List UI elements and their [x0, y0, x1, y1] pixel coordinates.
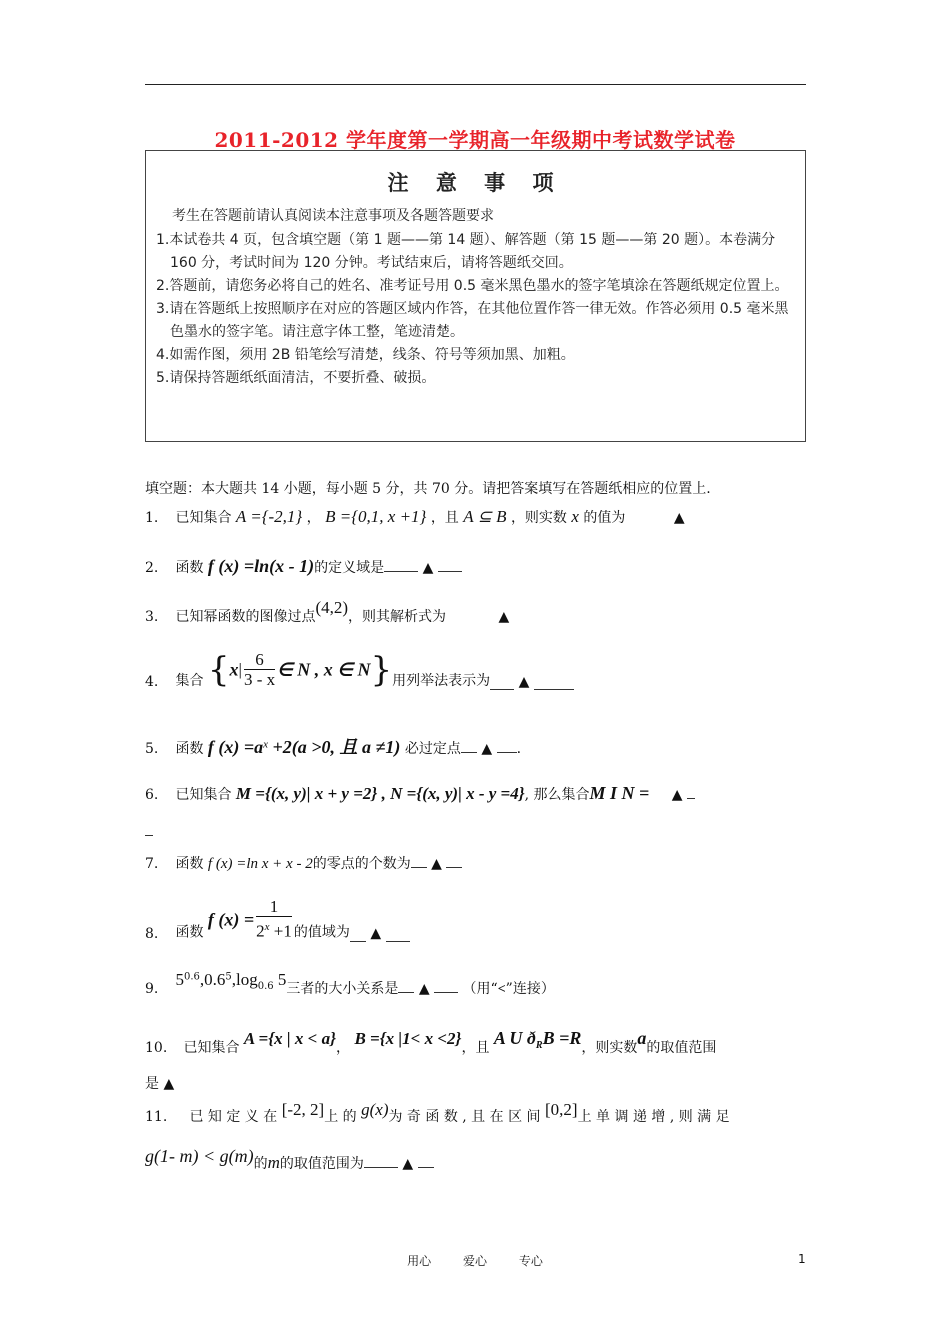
footer-word: 专心	[518, 1254, 543, 1268]
question-text: 已知集合	[183, 1040, 240, 1056]
math-expr: [0,2]	[545, 1100, 578, 1119]
math-superscript: x	[264, 921, 270, 933]
notice-heading: 注 意 事 项	[387, 170, 564, 195]
exam-title: 2011-2012 学年度第一学期高一年级期中考试数学试卷	[214, 128, 736, 152]
question-number: 1.	[145, 510, 159, 526]
fraction-denominator	[256, 917, 292, 942]
answer-marker: ▲	[163, 1076, 175, 1092]
notice-box	[145, 150, 806, 442]
math-expr: g(1- m) < g(m)	[145, 1146, 254, 1166]
question-text: ，则实数	[581, 1040, 638, 1056]
header-rule	[145, 84, 806, 85]
question-6	[145, 783, 695, 804]
math-fraction	[256, 898, 292, 942]
question-text: 已知集合	[175, 787, 232, 803]
math-expr: M ={(x, y)| x + y =2} , N ={(x, y)| x - y =4}	[235, 784, 525, 803]
question-number: 2.	[145, 560, 159, 576]
answer-blank	[497, 740, 517, 753]
answer-blank	[384, 559, 418, 572]
answer-marker: ▲	[418, 981, 430, 997]
question-text: 用列举法表示为	[392, 673, 491, 689]
answer-blank	[534, 677, 574, 690]
math-expr: f (x) =ln x + x - 2	[207, 856, 313, 872]
question-text: 的零点的个数为	[312, 856, 411, 872]
math-superscript: x	[263, 738, 269, 751]
answer-blank	[386, 929, 410, 942]
question-text: ，	[306, 510, 321, 526]
question-number: 9.	[145, 981, 159, 997]
question-text: 函数	[175, 560, 204, 576]
math-superscript: 0.6	[183, 971, 200, 983]
footer-word: 用心	[407, 1254, 432, 1268]
math-expr: (4,2)	[315, 598, 349, 617]
question-text: 为 奇 函 数 , 且 在 区 间	[388, 1109, 541, 1125]
math-expr: ,0.6	[199, 970, 226, 989]
math-expr: f (x) =	[207, 909, 255, 930]
question-text: ，且	[461, 1040, 490, 1056]
notice-item: 1.本试卷共 4 页，包含填空题（第 1 题——第 14 题）、解答题（第 15 题——第 20 题）。本卷满分 160 分，考试时间为 120 分钟。考试结束后，请将答题纸交回。	[156, 232, 776, 271]
question-text: 的值为	[583, 510, 626, 526]
answer-blank	[490, 677, 514, 690]
question-6-continuation	[145, 823, 153, 840]
math-expr	[493, 1028, 582, 1051]
answer-blank	[446, 855, 462, 868]
math-expr: 5	[175, 970, 184, 989]
question-text: 的	[253, 1156, 268, 1172]
math-expr: B =R	[542, 1028, 582, 1048]
question-number: 11.	[145, 1109, 168, 1125]
question-text: .	[516, 741, 522, 757]
math-expr: 2	[256, 921, 265, 941]
notice-item: 5.请保持答题纸纸面清洁，不要折叠、破损。	[156, 370, 436, 386]
question-10	[145, 1028, 717, 1059]
math-expr: B ={0,1, x +1}	[325, 507, 427, 526]
question-number: 4.	[145, 674, 159, 690]
math-expr: m	[267, 1153, 280, 1172]
answer-marker: ▲	[402, 1156, 414, 1172]
question-text: ，则其解析式为	[348, 609, 447, 625]
math-expr: f (x) =ln(x - 1)	[207, 556, 315, 576]
math-expr: +1	[269, 921, 292, 941]
question-text: 的值域为	[293, 924, 350, 941]
math-subscript: 0.6	[257, 980, 274, 992]
question-text: 函数	[175, 856, 204, 872]
page-footer	[0, 1252, 950, 1269]
question-text: , 那么集合	[524, 787, 590, 803]
question-text: 集合	[175, 673, 204, 689]
math-expr: <	[497, 982, 506, 997]
math-expr: A ={x | x < a}	[243, 1029, 337, 1048]
question-text: 必过定点	[404, 741, 461, 757]
question-9	[145, 970, 555, 1000]
question-text: 函数	[175, 741, 204, 757]
fraction-numerator: 1	[256, 898, 292, 917]
notice-item: 3.请在答题纸上按照顺序在对应的答题区域内作答，在其他位置作答一律无效。作答必须用 0.5 毫米黑色墨水的签字笔。请注意字体工整，笔迹清楚。	[156, 301, 789, 340]
question-text: 的取值范围	[646, 1040, 717, 1056]
question-text: （用“	[462, 981, 498, 997]
question-text: 三者的大小关系是	[286, 981, 399, 997]
answer-blank	[350, 929, 366, 942]
answer-blank	[687, 786, 695, 799]
math-expr	[175, 970, 287, 992]
math-expr: 5	[273, 970, 287, 989]
question-number: 8.	[145, 925, 159, 942]
question-text: ，且	[430, 510, 459, 526]
fraction-denominator: 3 - x	[243, 669, 276, 689]
question-number: 6.	[145, 787, 159, 803]
notice-item: 4.如需作图，须用 2B 铅笔绘写清楚，线条、符号等须加黑、加粗。	[156, 347, 575, 363]
answer-blank	[364, 1155, 398, 1168]
question-3	[145, 598, 510, 626]
footer-word: 爱心	[462, 1254, 487, 1268]
math-expr: A ={-2,1}	[235, 507, 303, 526]
question-text: ”连接）	[505, 981, 555, 997]
answer-blank	[461, 740, 477, 753]
answer-marker: ▲	[498, 609, 510, 625]
math-fraction	[244, 651, 275, 690]
question-text: ，则实数	[510, 510, 567, 526]
math-expr: g(x)	[361, 1100, 389, 1119]
math-brace: {	[207, 650, 230, 690]
question-4: 4. 集合 {x| $\frac{6}{3 - x}$ ∈ N , x ∈ N}用列举法表示为 ▲	[145, 650, 574, 690]
answer-blank	[411, 855, 427, 868]
math-expr: A U ð	[493, 1028, 536, 1048]
math-expr: A ⊆ B	[463, 507, 507, 526]
math-expr: x	[571, 507, 579, 526]
answer-marker: ▲	[673, 510, 685, 526]
question-number: 10.	[145, 1040, 168, 1056]
question-text: 是	[145, 1076, 159, 1092]
math-expr: B ={x |1< x <2}	[354, 1029, 462, 1048]
answer-marker: ▲	[671, 787, 683, 803]
answer-blank	[438, 559, 462, 572]
question-8	[145, 898, 410, 942]
math-subscript: R	[535, 1039, 543, 1051]
question-number: 7.	[145, 856, 159, 872]
answer-marker: ▲	[370, 925, 382, 942]
math-expr: [-2, 2]	[281, 1100, 325, 1119]
answer-blank	[145, 823, 153, 836]
question-text: 已知幂函数的图像过点	[175, 609, 316, 625]
math-expr: ∈ N , x ∈ N	[277, 659, 371, 680]
question-number: 5.	[145, 741, 159, 757]
question-text: 上 的	[324, 1109, 357, 1125]
notice-item: 2.答题前，请您务必将自己的姓名、准考证号用 0.5 毫米黑色墨水的签字笔填涂在答题纸规定位置上。	[156, 278, 789, 294]
question-text: 上 单 调 递 增 , 则 满 足	[577, 1109, 730, 1125]
math-expr: ,log	[231, 970, 258, 989]
math-brace: }	[370, 650, 393, 690]
math-expr: x	[229, 659, 239, 680]
answer-marker: ▲	[481, 741, 493, 757]
math-superscript: 5	[225, 971, 232, 983]
page-number: 1	[798, 1252, 806, 1266]
notice-intro: 考生在答题前请认真阅读本注意事项及各题答题要求	[172, 208, 494, 224]
question-number: 3.	[145, 609, 159, 625]
answer-blank	[418, 1155, 434, 1168]
math-expr: M I N =	[589, 783, 650, 803]
math-expr: a	[637, 1028, 647, 1048]
answer-blank	[398, 980, 414, 993]
question-10-continuation	[145, 1073, 174, 1093]
answer-marker: ▲	[422, 560, 434, 576]
section-intro: 填空题：本大题共 14 小题，每小题 5 分，共 70 分。请把答案填写在答题纸相应的位置上.	[145, 481, 711, 497]
question-text: 的取值范围为	[279, 1156, 364, 1172]
question-5	[145, 733, 521, 759]
answer-marker: ▲	[431, 856, 442, 872]
math-expr: f (x) =a	[207, 737, 264, 757]
answer-blank	[434, 980, 458, 993]
question-text: 函数	[175, 924, 204, 941]
question-11	[145, 1100, 730, 1126]
notice-list	[156, 229, 801, 390]
question-2	[145, 556, 462, 577]
answer-marker: ▲	[518, 674, 530, 690]
question-text: ，	[336, 1040, 351, 1056]
fraction-numerator: 6	[244, 651, 275, 670]
question-1	[145, 507, 685, 527]
question-7	[145, 853, 462, 873]
math-expr: +2(a >0, 且 a ≠1)	[268, 737, 401, 757]
question-text: 已知集合	[175, 510, 232, 526]
question-11-continuation	[145, 1146, 434, 1173]
question-text: 的定义域是	[314, 560, 385, 576]
question-text: 已 知 定 义 在	[189, 1109, 278, 1125]
